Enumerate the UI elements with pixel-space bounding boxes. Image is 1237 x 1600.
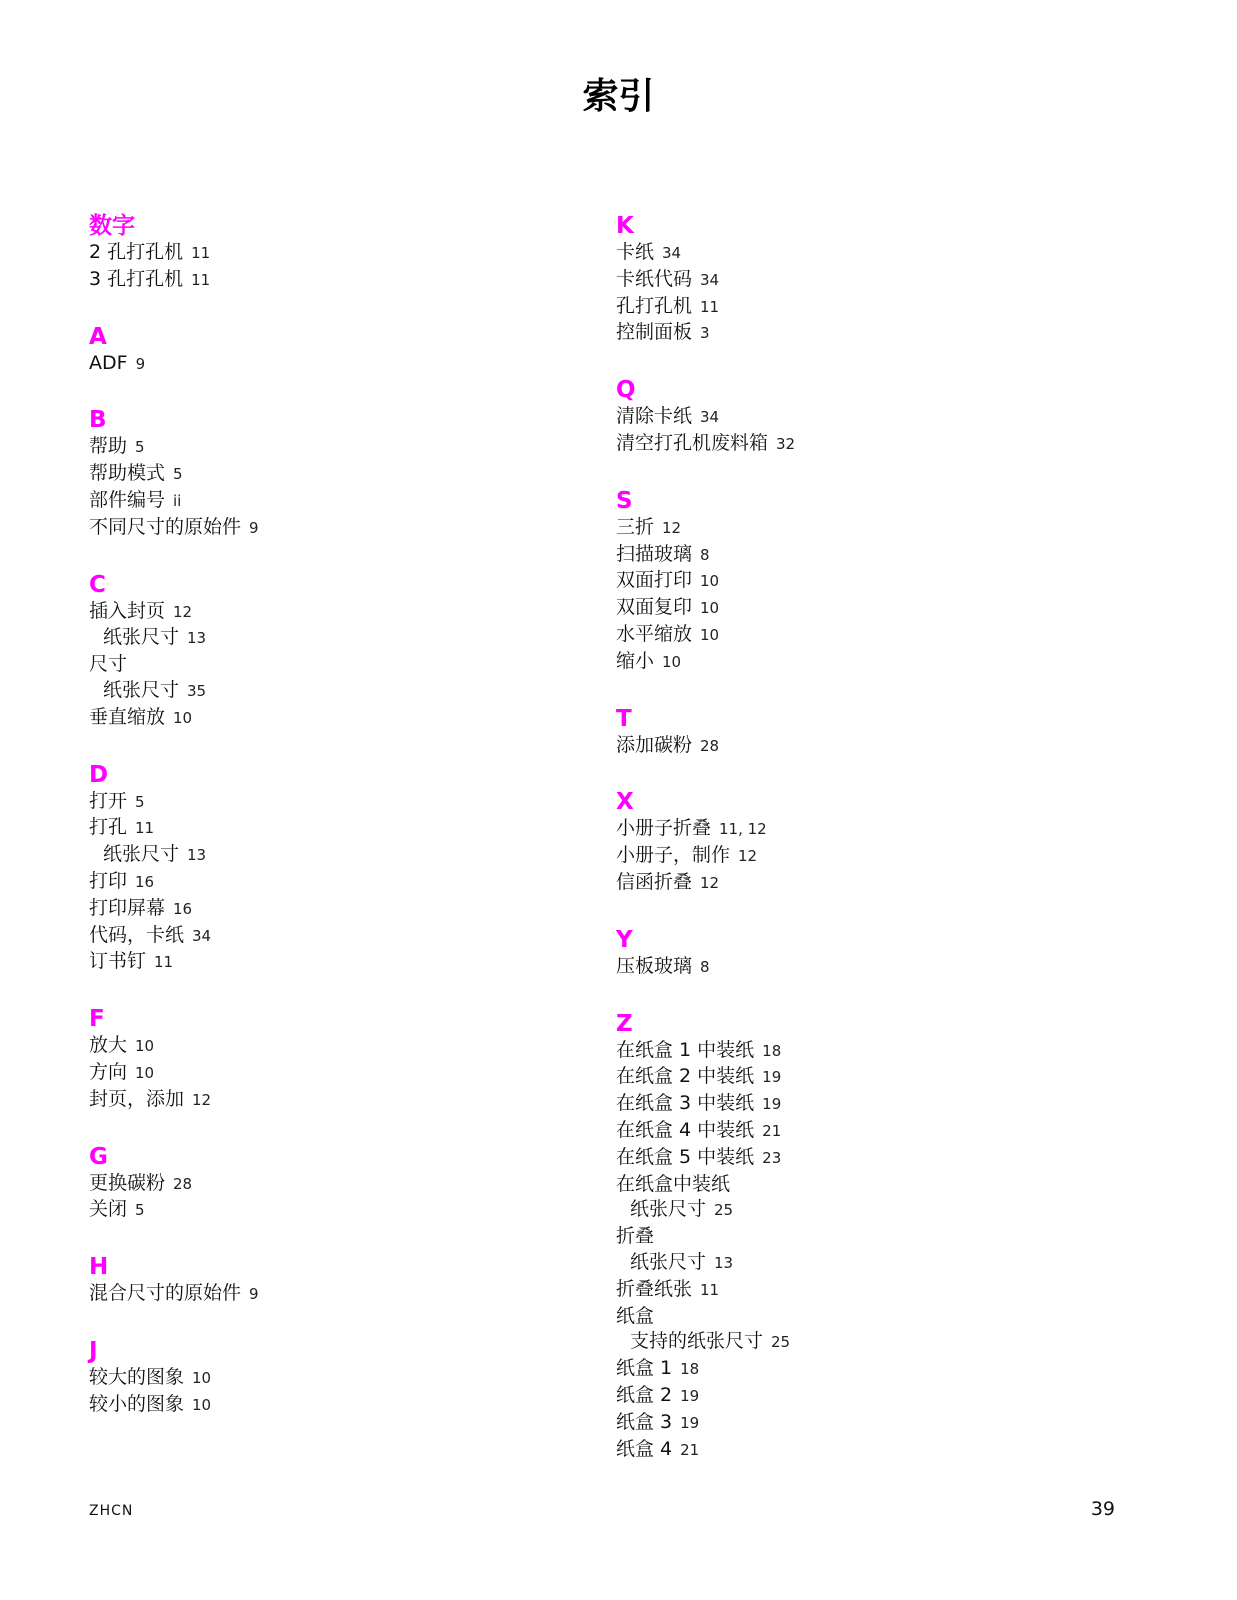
entry-page-ref: 19 xyxy=(762,1095,782,1114)
entry-page-ref: 10 xyxy=(662,652,682,671)
index-entry xyxy=(616,1224,1176,1250)
entry-page-ref: 13 xyxy=(714,1253,734,1272)
entry-term: 方向 xyxy=(89,1060,128,1083)
index-entry xyxy=(616,954,1176,981)
index-entry xyxy=(89,652,569,678)
entry-term: 添加碳粉 xyxy=(616,733,693,756)
index-entry xyxy=(616,1145,1176,1172)
entry-term: 折叠纸张 xyxy=(616,1277,693,1300)
entry-term: 混合尺寸的原始件 xyxy=(89,1282,242,1305)
entry-page-ref: 34 xyxy=(662,244,682,262)
entry-term: 纸张尺寸 xyxy=(103,843,180,866)
entry-term: 代码，卡纸 xyxy=(89,923,185,946)
entry-page-ref: ii xyxy=(173,491,182,510)
index-entry xyxy=(616,733,1176,760)
index-entry xyxy=(616,1091,1176,1118)
entry-term: 小册子，制作 xyxy=(616,844,731,867)
entry-term: 清除卡纸 xyxy=(616,405,693,428)
index-section xyxy=(89,323,569,378)
entry-page-ref: 5 xyxy=(173,465,183,484)
index-entry xyxy=(89,461,569,488)
section-heading: X xyxy=(616,789,634,816)
index-section xyxy=(89,1005,569,1113)
index-entry xyxy=(89,1197,569,1224)
index-entry xyxy=(616,1410,1176,1437)
entry-term: 部件编号 xyxy=(89,488,166,511)
index-section xyxy=(616,705,1176,760)
entry-page-ref: 10 xyxy=(192,1368,212,1387)
entry-term: 信函折叠 xyxy=(616,870,693,893)
index-entry xyxy=(89,515,569,542)
entry-page-ref: 11 xyxy=(700,1280,720,1299)
index-entry xyxy=(616,595,1176,622)
entry-page-ref: 8 xyxy=(700,545,710,564)
entry-term: ADF xyxy=(89,351,128,374)
entry-page-ref: 19 xyxy=(680,1413,700,1432)
index-subentry xyxy=(616,1250,1176,1277)
entry-page-ref: 5 xyxy=(135,438,145,457)
section-heading: G xyxy=(89,1143,108,1170)
entry-term: 双面打印 xyxy=(616,569,693,592)
index-section xyxy=(616,1010,1176,1464)
index-entry xyxy=(89,1281,569,1308)
index-entry xyxy=(616,870,1176,897)
page-number: 39 xyxy=(1090,1498,1115,1520)
entry-page-ref: 10 xyxy=(173,708,193,727)
entry-page-ref: 12 xyxy=(192,1090,212,1109)
section-heading: J xyxy=(89,1337,98,1364)
entry-term: 纸盒 2 xyxy=(616,1383,673,1406)
entry-term: 订书钉 xyxy=(89,950,147,973)
entry-term: 小册子折叠 xyxy=(616,817,712,840)
entry-term: 插入封页 xyxy=(89,599,166,622)
index-entry xyxy=(616,1437,1176,1464)
entry-page-ref: 34 xyxy=(700,408,720,427)
entry-term: 不同尺寸的原始件 xyxy=(89,515,242,538)
index-section xyxy=(89,406,569,541)
entry-term: 纸盒 4 xyxy=(616,1437,673,1460)
index-section xyxy=(616,926,1176,981)
index-entry xyxy=(616,294,1176,321)
index-entry xyxy=(616,267,1176,294)
entry-term: 纸张尺寸 xyxy=(630,1198,707,1221)
index-entry xyxy=(89,1365,569,1392)
index-entry xyxy=(616,843,1176,870)
index-section xyxy=(616,376,1176,458)
section-heading: A xyxy=(89,323,107,350)
entry-term: 三折 xyxy=(616,515,655,538)
index-section xyxy=(89,1253,569,1308)
index-entry xyxy=(616,404,1176,431)
section-heading: H xyxy=(89,1254,109,1281)
entry-term: 打开 xyxy=(89,789,128,812)
entry-page-ref: 13 xyxy=(187,629,207,648)
entry-page-ref: 9 xyxy=(135,354,146,373)
index-entry xyxy=(89,267,569,294)
entry-page-ref: 34 xyxy=(700,270,720,289)
entry-page-ref: 19 xyxy=(680,1386,700,1405)
entry-term: 在纸盒 3 中装纸 xyxy=(616,1092,755,1115)
section-heading: T xyxy=(616,705,632,732)
entry-page-ref: 11, 12 xyxy=(719,820,767,839)
section-heading: Q xyxy=(616,377,636,404)
section-heading: C xyxy=(89,571,106,598)
section-heading: Z xyxy=(616,1010,633,1037)
section-heading: D xyxy=(89,761,109,788)
index-section xyxy=(89,1337,569,1419)
index-entry xyxy=(89,434,569,461)
index-entry xyxy=(89,869,569,896)
entry-term: 纸张尺寸 xyxy=(630,1250,707,1273)
index-entry xyxy=(616,1064,1176,1091)
index-entry xyxy=(89,896,569,923)
entry-term: 孔打孔机 xyxy=(616,294,693,317)
entry-page-ref: 25 xyxy=(714,1201,734,1220)
entry-term: 折叠 xyxy=(616,1225,655,1248)
page-title: 索引 xyxy=(582,75,655,117)
entry-page-ref: 5 xyxy=(135,792,145,811)
entry-term: 打印屏幕 xyxy=(89,896,166,919)
index-entry xyxy=(89,789,569,816)
entry-term: 双面复印 xyxy=(616,596,693,619)
section-heading: F xyxy=(89,1006,105,1033)
entry-page-ref: 10 xyxy=(135,1037,155,1056)
entry-page-ref: 11 xyxy=(191,244,211,262)
entry-page-ref: 11 xyxy=(700,297,720,316)
entry-term: 支持的纸张尺寸 xyxy=(630,1330,764,1353)
entry-term: 在纸盒 2 中装纸 xyxy=(616,1065,755,1088)
entry-term: 放大 xyxy=(89,1034,128,1057)
index-column-right xyxy=(616,212,1176,1492)
entry-term: 较大的图象 xyxy=(89,1365,185,1388)
entry-term: 卡纸 xyxy=(616,241,655,263)
entry-page-ref: 11 xyxy=(135,819,155,838)
index-entry xyxy=(616,1172,1176,1198)
entry-term: 尺寸 xyxy=(89,653,128,676)
entry-term: 压板玻璃 xyxy=(616,954,693,977)
index-entry xyxy=(89,1087,569,1114)
footer-language-code: ZHCN xyxy=(89,1503,134,1519)
entry-page-ref: 10 xyxy=(700,572,720,591)
entry-term: 在纸盒 5 中装纸 xyxy=(616,1145,755,1168)
entry-page-ref: 21 xyxy=(762,1121,782,1140)
entry-page-ref: 35 xyxy=(187,681,207,700)
entry-term: 帮助 xyxy=(89,435,128,458)
entry-term: 更换碳粉 xyxy=(89,1171,166,1194)
entry-page-ref: 9 xyxy=(249,1285,259,1304)
section-heading: S xyxy=(616,487,633,514)
entry-page-ref: 18 xyxy=(680,1360,700,1379)
entry-page-ref: 3 xyxy=(700,324,710,343)
index-entry xyxy=(616,431,1176,458)
entry-page-ref: 9 xyxy=(249,518,259,537)
section-heading: B xyxy=(89,407,107,434)
entry-page-ref: 12 xyxy=(662,518,682,537)
entry-page-ref: 12 xyxy=(738,847,758,866)
entry-term: 纸盒 xyxy=(616,1304,655,1327)
index-section xyxy=(89,1143,569,1225)
index-entry xyxy=(616,1038,1176,1065)
entry-term: 在纸盒中装纸 xyxy=(616,1172,731,1195)
index-column-left xyxy=(89,212,569,1448)
index-entry xyxy=(89,815,569,842)
index-entry xyxy=(616,240,1176,267)
entry-term: 关闭 xyxy=(89,1198,128,1221)
entry-page-ref: 11 xyxy=(191,270,211,289)
entry-page-ref: 13 xyxy=(187,846,207,865)
index-entry xyxy=(89,705,569,732)
index-section xyxy=(616,487,1176,676)
index-entry xyxy=(616,1383,1176,1410)
entry-term: 卡纸代码 xyxy=(616,267,693,290)
index-entry xyxy=(616,515,1176,542)
index-subentry xyxy=(89,678,569,705)
entry-page-ref: 10 xyxy=(700,625,720,644)
index-subentry xyxy=(89,842,569,869)
index-entry xyxy=(616,542,1176,569)
index-entry xyxy=(616,568,1176,595)
entry-term: 帮助模式 xyxy=(89,462,166,485)
index-section xyxy=(89,571,569,732)
entry-term: 控制面板 xyxy=(616,321,693,344)
index-entry xyxy=(89,1060,569,1087)
index-section xyxy=(616,788,1176,896)
index-section xyxy=(89,761,569,977)
entry-page-ref: 12 xyxy=(173,602,193,621)
entry-page-ref: 10 xyxy=(192,1395,212,1414)
entry-page-ref: 25 xyxy=(771,1333,791,1352)
entry-term: 扫描玻璃 xyxy=(616,542,693,565)
index-entry xyxy=(616,320,1176,347)
entry-page-ref: 19 xyxy=(762,1068,782,1087)
index-entry xyxy=(616,1118,1176,1145)
index-entry xyxy=(89,351,569,378)
index-entry xyxy=(89,923,569,950)
entry-term: 清空打孔机废料箱 xyxy=(616,431,769,454)
entry-term: 在纸盒 1 中装纸 xyxy=(616,1038,755,1061)
entry-term: 较小的图象 xyxy=(89,1392,185,1415)
index-subentry xyxy=(616,1197,1176,1224)
index-entry xyxy=(89,488,569,515)
entry-page-ref: 10 xyxy=(135,1063,155,1082)
entry-term: 纸张尺寸 xyxy=(103,678,180,701)
entry-page-ref: 12 xyxy=(700,873,720,892)
index-entry xyxy=(616,649,1176,676)
index-entry xyxy=(616,622,1176,649)
entry-page-ref: 16 xyxy=(173,899,193,918)
entry-page-ref: 18 xyxy=(762,1041,782,1060)
index-entry xyxy=(89,1171,569,1198)
index-entry xyxy=(89,949,569,976)
index-entry xyxy=(89,599,569,626)
entry-term: 纸张尺寸 xyxy=(103,626,180,649)
entry-page-ref: 11 xyxy=(154,953,174,972)
index-section xyxy=(89,212,569,294)
entry-page-ref: 10 xyxy=(700,599,720,618)
section-heading: 数字 xyxy=(89,213,135,239)
entry-page-ref: 8 xyxy=(700,957,710,976)
entry-term: 垂直缩放 xyxy=(89,705,166,728)
entry-page-ref: 28 xyxy=(700,736,720,755)
entry-term: 2 孔打孔机 xyxy=(89,241,184,263)
entry-page-ref: 21 xyxy=(680,1440,700,1459)
entry-term: 缩小 xyxy=(616,649,655,672)
index-entry xyxy=(616,1277,1176,1304)
index-entry xyxy=(616,1304,1176,1330)
index-entry xyxy=(89,1392,569,1419)
index-subentry xyxy=(616,1329,1176,1356)
index-section xyxy=(616,212,1176,347)
index-subentry xyxy=(89,625,569,652)
index-entry xyxy=(616,1356,1176,1383)
entry-term: 在纸盒 4 中装纸 xyxy=(616,1118,755,1141)
entry-term: 封页，添加 xyxy=(89,1087,185,1110)
entry-page-ref: 32 xyxy=(776,434,796,453)
entry-page-ref: 23 xyxy=(762,1148,782,1167)
section-heading: K xyxy=(616,213,634,239)
entry-term: 纸盒 1 xyxy=(616,1357,673,1380)
entry-page-ref: 28 xyxy=(173,1174,193,1193)
entry-term: 纸盒 3 xyxy=(616,1410,673,1433)
entry-page-ref: 16 xyxy=(135,872,155,891)
index-entry xyxy=(616,816,1176,843)
index-entry xyxy=(89,240,569,267)
index-entry xyxy=(89,1033,569,1060)
entry-term: 水平缩放 xyxy=(616,622,693,645)
entry-term: 3 孔打孔机 xyxy=(89,267,184,290)
section-heading: Y xyxy=(616,926,633,953)
entry-page-ref: 34 xyxy=(192,926,212,945)
entry-term: 打孔 xyxy=(89,816,128,839)
entry-term: 打印 xyxy=(89,869,128,892)
entry-page-ref: 5 xyxy=(135,1201,145,1220)
